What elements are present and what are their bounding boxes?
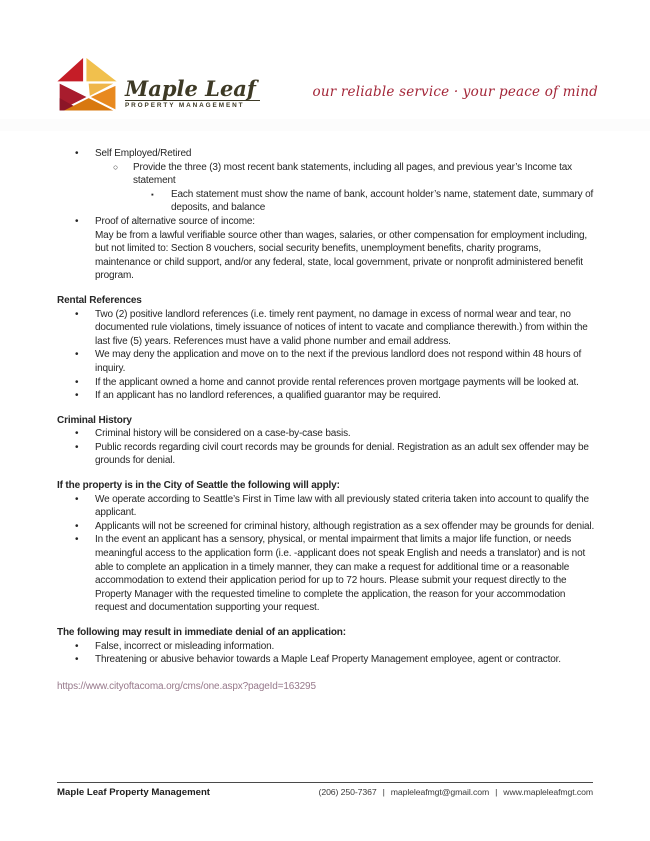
document-content: [57, 147, 597, 693]
document-sections: [57, 147, 597, 667]
footer-website: www.mapleleafmgt.com: [503, 787, 593, 797]
bullet-text: Two (2) positive landlord references (i.e. timely rent payment, no damage in excess of normal wear and tear, no documented rule violations, timely issuance of notices of intent to vacate and compliance therewith.) from within the last five (5) years. References must have a valid phone number and email address.: [95, 308, 588, 347]
bullet-item: [57, 653, 597, 667]
bullet-text: Proof of alternative source of income:: [95, 215, 255, 227]
bullet-disc-icon: •: [75, 654, 79, 666]
logo-subtitle: PROPERTY MANAGEMENT: [125, 102, 245, 109]
scan-artifact-band: [0, 119, 650, 131]
link-row: [57, 680, 597, 694]
bullet-item: [57, 188, 597, 215]
section-heading: Rental References: [57, 294, 142, 306]
section: [57, 414, 597, 468]
bullet-disc-icon: •: [75, 390, 79, 402]
bullet-text: If an applicant has no landlord references, a qualified guarantor may be required.: [95, 390, 441, 402]
bullet-item: [57, 389, 597, 403]
footer-divider: [57, 782, 593, 783]
bullet-text: We operate according to Seattle’s First in Time law with all previously stated criteria taken into account to qualify the applicant.: [95, 493, 589, 519]
bullet-disc-icon: •: [75, 215, 79, 227]
bullet-item: [57, 427, 597, 441]
bullet-disc-icon: •: [75, 308, 79, 320]
section: [57, 479, 597, 615]
bullet-disc-icon: •: [75, 640, 79, 652]
bullet-disc-icon: •: [75, 349, 79, 361]
section-heading: The following may result in immediate denial of an application:: [57, 627, 346, 638]
bullet-text: Threatening or abusive behavior towards a Maple Leaf Property Management employee, agent or contractor.: [95, 654, 561, 666]
bullet-text: Criminal history will be considered on a case-by-case basis.: [95, 428, 351, 440]
bullet-item: [57, 640, 597, 654]
section-heading: Criminal History: [57, 414, 132, 426]
bullet-text: Each statement must show the name of bank, account holder’s name, statement date, summary of deposits, and balance: [171, 188, 594, 214]
bullet-subtext: May be from a lawful verifiable source other than wages, salaries, or other compensation for employment including, but not limited to: Section 8 vouchers, social security benefits, unemployment benefits, charity programs, maintenance or child support, and/or any federal, state, local government, private or nonprofit administered benefit program.: [95, 229, 588, 282]
bullet-item: [57, 147, 597, 161]
bullet-text: Public records regarding civil court records may be grounds for denial. Registration as an adult sex offender may be grounds for denial.: [95, 441, 589, 467]
footer-contact-info: [319, 787, 593, 797]
bullet-item: [57, 308, 597, 349]
footer-separator: |: [495, 787, 498, 797]
bullet-square-icon: ▪: [151, 190, 154, 200]
bullet-item: [57, 348, 597, 375]
bullet-text: Self Employed/Retired: [95, 148, 192, 159]
footer-company-name: Maple Leaf Property Management: [57, 787, 211, 798]
bullet-text: In the event an applicant has a sensory, physical, or mental impairment that limits a major life function, or needs meaningful access to the application form (i.e. -applicant does not speak English and needs a translator) and is not able to complete an application in a timely manner, they can make a request for additional time or a reasonable accommodation to extend their application period for up to 72 hours. Please submit your request directly to the Property Manager with the requested timeline to complete the application, the reason for your accommodation request and documentation supporting your request.: [95, 534, 586, 614]
bullet-text: We may deny the application and move on to the next if the previous landlord does not respond within 48 hours of inquiry.: [95, 349, 582, 374]
page-footer: [57, 787, 593, 798]
bullet-disc-icon: •: [75, 493, 79, 505]
footer-phone: (206) 250-7367: [318, 787, 377, 797]
bullet-text: False, incorrect or misleading information.: [95, 640, 275, 652]
section-heading: If the property is in the City of Seattle the following will apply:: [57, 480, 340, 492]
bullet-item: [57, 161, 597, 188]
bullet-text: Applicants will not be screened for criminal history, although registration as a sex offender may be grounds for denial.: [95, 520, 595, 532]
bullet-disc-icon: •: [75, 376, 79, 388]
bullet-item: [57, 215, 597, 283]
bullet-circle-icon: ○: [113, 162, 118, 173]
bullet-disc-icon: •: [75, 428, 79, 440]
logo-company-name: Maple Leaf: [125, 78, 260, 101]
section: [57, 626, 597, 667]
bullet-item: [57, 376, 597, 390]
bullet-item: [57, 520, 597, 534]
logo-text: [125, 78, 260, 111]
bullet-disc-icon: •: [75, 148, 79, 159]
bullet-text: Provide the three (3) most recent bank statements, including all pages, and previous year’s Income tax statement: [133, 161, 573, 187]
section: [57, 294, 597, 403]
bullet-item: [57, 493, 597, 520]
company-logo: [56, 58, 260, 111]
footer-separator: |: [382, 787, 385, 797]
tacoma-link[interactable]: https://www.cityoftacoma.org/cms/one.aspx?pageId=163295: [57, 680, 316, 692]
house-logo-icon: [56, 58, 118, 111]
company-tagline: our reliable service · your peace of mind: [312, 84, 598, 100]
bullet-disc-icon: •: [75, 534, 79, 546]
section: [57, 147, 597, 283]
bullet-disc-icon: •: [75, 520, 79, 532]
bullet-item: [57, 533, 597, 615]
footer-email: mapleleafmgt@gmail.com: [390, 787, 490, 797]
bullet-disc-icon: •: [75, 441, 79, 453]
bullet-text: If the applicant owned a home and cannot provide rental references proven mortgage payments will be looked at.: [95, 376, 579, 388]
bullet-item: [57, 441, 597, 468]
